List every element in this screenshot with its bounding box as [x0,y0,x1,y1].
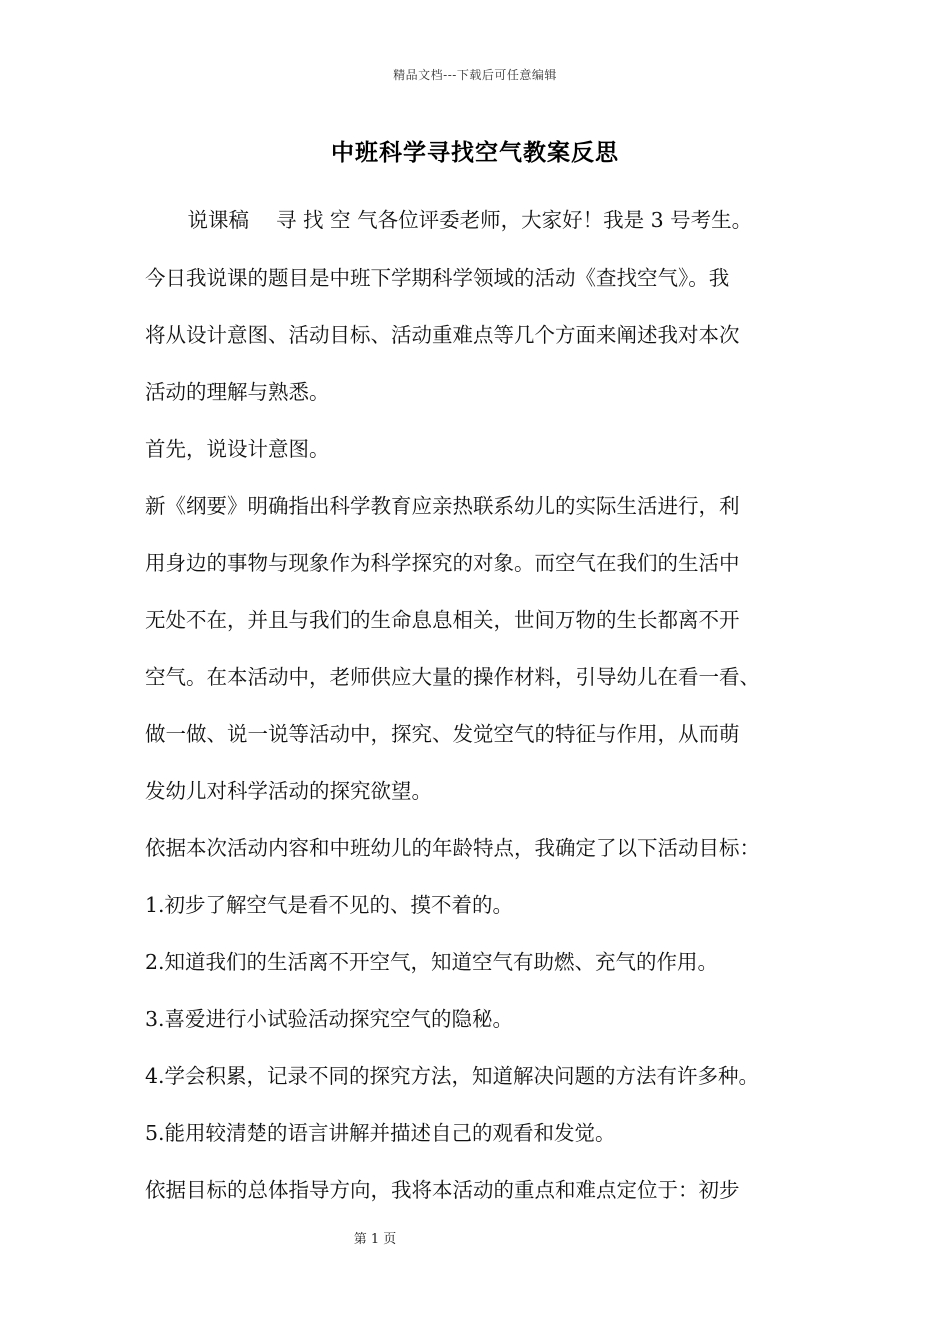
text-line: 首先，说设计意图。 [145,437,330,461]
text-line: 4.学会积累，记录不同的探究方法，知道解决问题的方法有许多种。 [145,1064,760,1088]
text-line: 依据目标的总体指导方向，我将本活动的重点和难点定位于：初步 [145,1178,740,1202]
text-line: 今日我说课的题目是中班下学期科学领域的活动《查找空气》。我 [145,266,730,290]
text-line: 5.能用较清楚的语言讲解并描述自己的观看和发觉。 [145,1121,616,1145]
text-line: 将从设计意图、活动目标、活动重难点等几个方面来阐述我对本次 [145,323,740,347]
document-title: 中班科学寻找空气教案反思 [331,139,619,166]
text-line: 1.初步了解空气是看不见的、摸不着的。 [145,893,514,917]
text-line: 无处不在，并且与我们的生命息息相关，世间万物的生长都离不开 [145,608,740,632]
text-line: 活动的理解与熟悉。 [145,380,330,404]
text-line: 3.喜爱进行小试验活动探究空气的隐秘。 [145,1007,514,1031]
text-line: 依据本次活动内容和中班幼儿的年龄特点，我确定了以下活动目标： [145,836,760,860]
text-line: 说课稿 寻 找 空 气各位评委老师，大家好！我是 3 号考生。 [167,208,753,232]
text-line: 新《纲要》明确指出科学教育应亲热联系幼儿的实际生活进行，利 [145,494,740,518]
header-note: 精品文档---下载后可任意编辑 [393,68,557,82]
text-line: 空气。在本活动中，老师供应大量的操作材料，引导幼儿在看一看、 [145,665,760,689]
text-line: 2.知道我们的生活离不开空气，知道空气有助燃、充气的作用。 [145,950,719,974]
text-line: 用身边的事物与现象作为科学探究的对象。而空气在我们的生活中 [145,551,740,575]
text-line: 做一做、说一说等活动中，探究、发觉空气的特征与作用，从而萌 [145,722,740,746]
page-number: 第 1 页 [353,1232,397,1247]
text-line: 发幼儿对科学活动的探究欲望。 [145,779,432,803]
